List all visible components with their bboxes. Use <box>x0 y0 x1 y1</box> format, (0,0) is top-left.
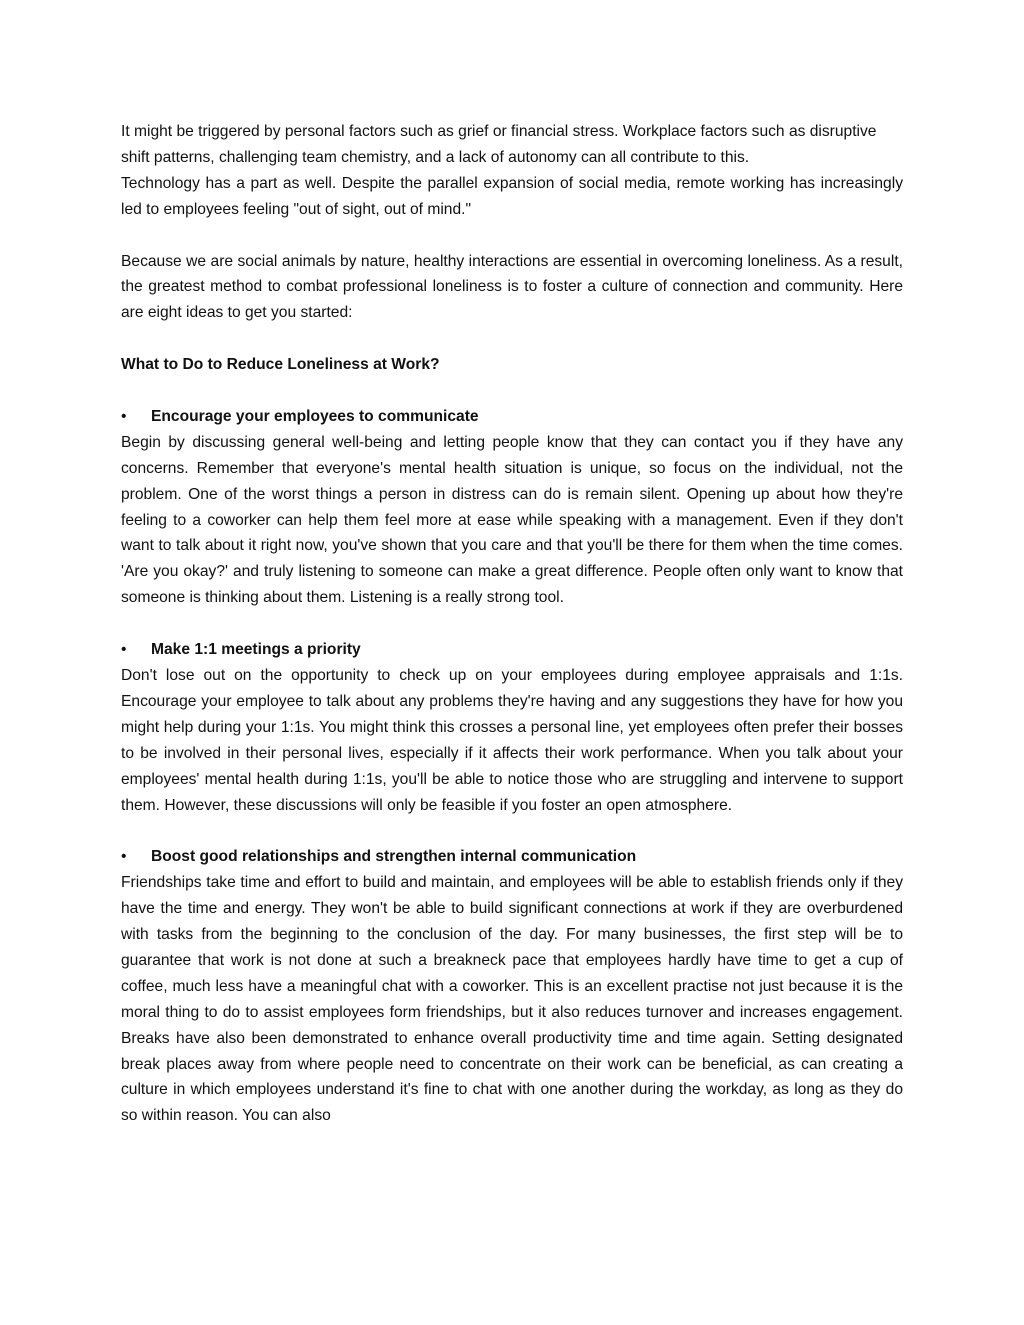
tip-body: Don't lose out on the opportunity to check up on your employees during employee appraisals and 1:1s. Encourage your employee to talk about any problems they're having and any suggestions they have for how you might help during your 1:1s. You might think this crosses a personal line, yet employees often prefer their bosses to be involved in their personal lives, especially if it affects their work performance. When you talk about your employees' mental health during 1:1s, you'll be able to notice those who are struggling and intervene to support them. However, these discussions will only be feasible if you foster an open atmosphere. <box>121 666 903 814</box>
bullet-icon: • <box>121 407 127 425</box>
tip-item <box>121 844 903 1129</box>
tip-item <box>121 404 903 611</box>
tip-item <box>121 637 903 818</box>
spacer <box>121 326 903 352</box>
tip-title <box>121 404 903 430</box>
intro-paragraph-part-1: It might be triggered by personal factors such as grief or financial stress. Workplace factors such as disruptive shift patterns, challenging team chemistry, and a lack of autonomy can all contribute to this. <box>121 123 877 166</box>
tip-title <box>121 844 903 870</box>
spacer <box>121 378 903 404</box>
tip-title <box>121 637 903 663</box>
tip-body: Begin by discussing general well-being and letting people know that they can contact you if they have any concerns. Remember that everyone's mental health situation is unique, so focus on the individual, not the problem. One of the worst things a person in distress can do is remain silent. Opening up about how they're feeling to a coworker can help them feel more at ease while speaking with a management. Even if they don't want to talk about it right now, you've shown that you care and that you'll be there for them when the time comes. 'Are you okay?' and truly listening to someone can make a great difference. People often only want to know that someone is thinking about them. Listening is a really strong tool. <box>121 433 903 607</box>
intro-paragraph-part-2: Technology has a part as well. Despite the parallel expansion of social media, remote working has increasingly led to employees feeling "out of sight, out of mind." <box>121 174 903 218</box>
spacer <box>121 223 903 249</box>
tip-title-text: Encourage your employees to communicate <box>151 407 479 425</box>
document-page <box>121 119 903 1129</box>
section-heading: What to Do to Reduce Loneliness at Work? <box>121 356 440 374</box>
tip-title-text: Boost good relationships and strengthen internal communication <box>151 848 637 866</box>
spacer <box>121 818 903 844</box>
body-paragraph: Because we are social animals by nature, healthy interactions are essential in overcoming loneliness. As a result, the greatest method to combat professional loneliness is to foster a culture of connection and community. Here are eight ideas to get you started: <box>121 252 903 322</box>
spacer <box>121 611 903 637</box>
bullet-icon: • <box>121 641 127 659</box>
bullet-icon: • <box>121 848 127 866</box>
tip-body: Friendships take time and effort to build and maintain, and employees will be able to establish friends only if they have the time and energy. They won't be able to build significant connections at work if they are overburdened with tasks from the beginning to the conclusion of the day. For many businesses, the first step will be to guarantee that work is not done at such a breakneck pace that employees hardly have time to get a cup of coffee, much less have a meaningful chat with a coworker. This is an excellent practise not just because it is the moral thing to do to assist employees form friendships, but it also reduces turnover and increases engagement. Breaks have also been demonstrated to enhance overall productivity time and time again. Setting designated break places away from where people need to concentrate on their work can be beneficial, as can creating a culture in which employees understand it's fine to chat with one another during the workday, as long as they do so within reason. You can also <box>121 874 903 1125</box>
tip-title-text: Make 1:1 meetings a priority <box>151 641 361 659</box>
